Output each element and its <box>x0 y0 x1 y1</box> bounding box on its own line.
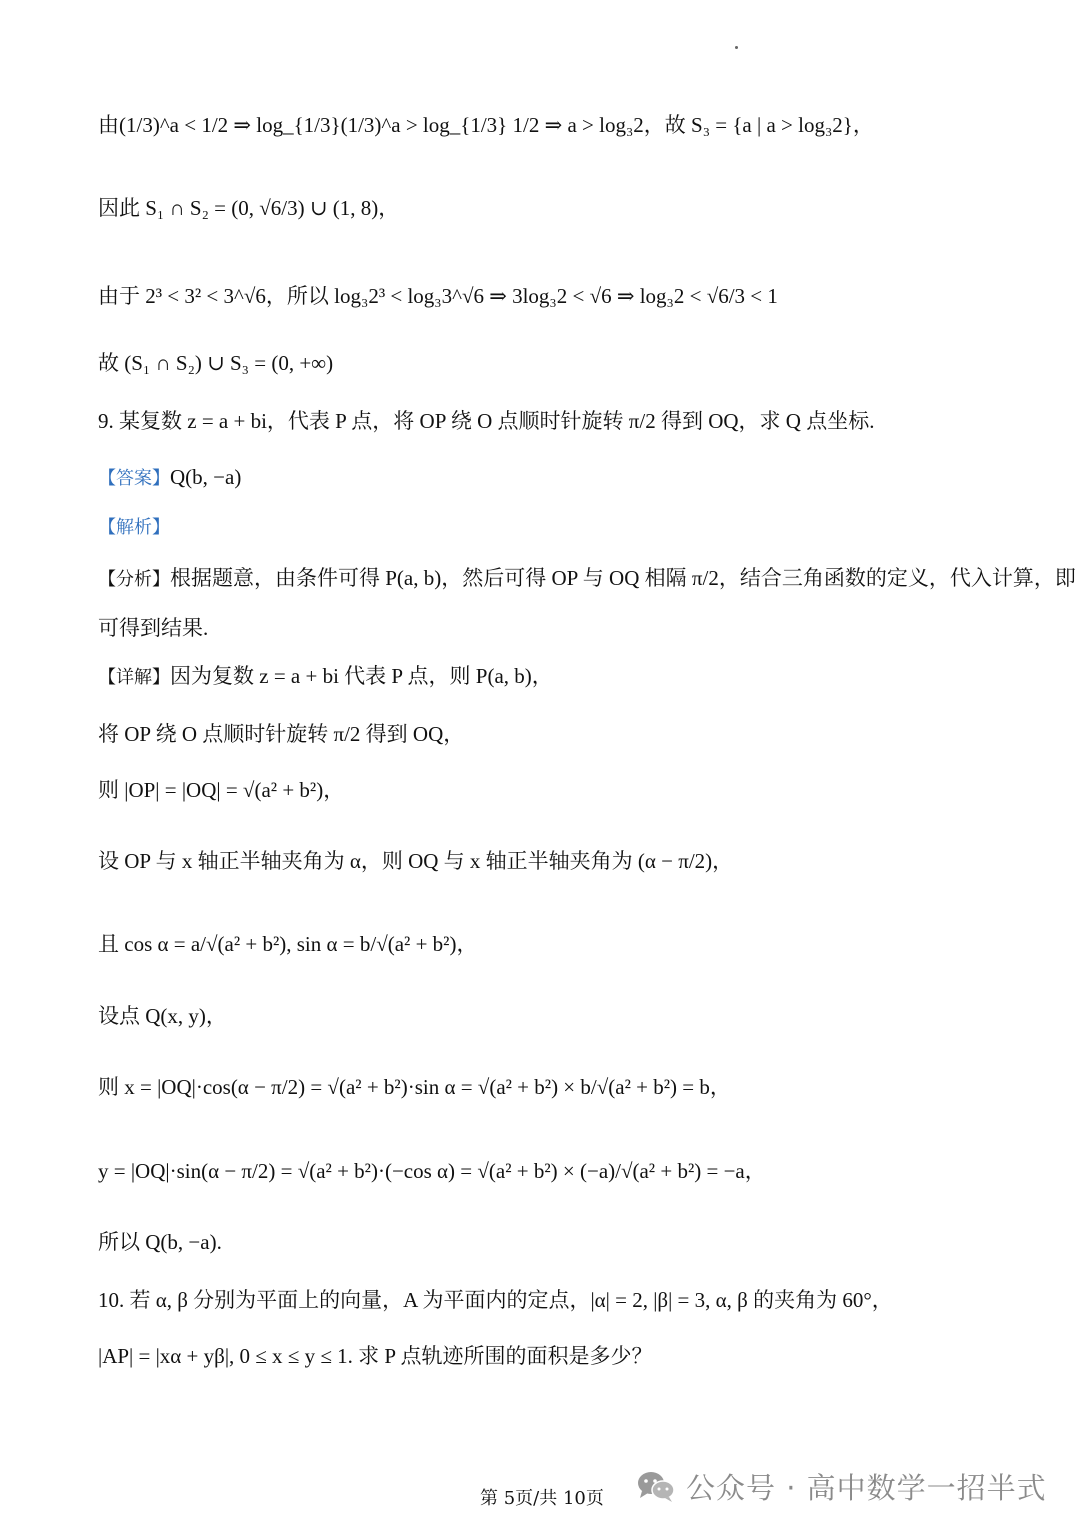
answer-value: Q(b, −a) <box>170 465 242 489</box>
fenxi-label: 【分析】 <box>98 569 170 590</box>
text-line-4: 故 (S₁ ∩ S₂) ∪ S₃ = (0, +∞) <box>98 351 334 375</box>
answer-label: 【答案】 <box>98 468 170 489</box>
wechat-icon <box>636 1469 676 1505</box>
xiangjie-label: 【详解】 <box>98 667 170 688</box>
question-10-continuation: |AP| = |xα + yβ|, 0 ≤ x ≤ y ≤ 1. 求 P 点轨迹所围的面积是多少？ <box>98 1344 653 1368</box>
analysis-heading <box>98 518 170 537</box>
page-speck <box>735 46 738 49</box>
text-line-17: y = |OQ|·sin(α − π/2) = √(a² + b²)·(−cos α) = √(a² + b²) × (−a)/√(a² + b²) = −a， <box>98 1159 766 1183</box>
question-9: 9. 某复数 z = a + bi，代表 P 点，将 OP 绕 O 点顺时针旋转 π/2 得到 OQ，求 Q 点坐标. <box>98 409 875 433</box>
xiangjie-line <box>98 666 553 687</box>
fenxi-continuation: 可得到结果. <box>98 616 209 640</box>
text-line-1: 由(1/3)^a < 1/2 ⇒ log_{1/3}(1/3)^a > log_{1/3} 1/2 ⇒ a > log₃2，故 S₃ = {a | a > log₃2}， <box>98 113 874 137</box>
answer-line <box>98 467 241 488</box>
text-line-14: 且 cos α = a/√(a² + b²), sin α = b/√(a² + b²)， <box>98 932 478 956</box>
text-line-18: 所以 Q(b, −a). <box>98 1230 222 1254</box>
watermark <box>636 1466 1047 1507</box>
text-line-15: 设点 Q(x, y)， <box>98 1004 227 1028</box>
text-line-16: 则 x = |OQ|·cos(α − π/2) = √(a² + b²)·sin α = √(a² + b²) × b/√(a² + b²) = b， <box>98 1075 731 1099</box>
text-line-2: 因此 S₁ ∩ S₂ = (0, √6/3) ∪ (1, 8)， <box>98 196 400 220</box>
text-line-11: 将 OP 绕 O 点顺时针旋转 π/2 得到 OQ， <box>98 722 465 746</box>
fenxi-text: 根据题意，由条件可得 P(a, b)，然后可得 OP 与 OQ 相隔 π/2，结合三角函数的定义，代入计算，即 <box>170 566 1076 590</box>
text-line-13: 设 OP 与 x 轴正半轴夹角为 α，则 OQ 与 x 轴正半轴夹角为 (α − π/2)， <box>98 849 734 873</box>
text-line-12: 则 |OP| = |OQ| = √(a² + b²)， <box>98 778 345 802</box>
watermark-text: 公众号 · 高中数学一招半式 <box>686 1471 1047 1505</box>
text-line-3: 由于 2³ < 3² < 3^√6，所以 log₃2³ < log₃3^√6 ⇒ 3log₃2 < √6 ⇒ log₃2 < √6/3 < 1 <box>98 284 778 308</box>
question-10: 10. 若 α, β 分别为平面上的向量，A 为平面内的定点，|α| = 2, |β| = 3, α, β 的夹角为 60°， <box>98 1288 893 1312</box>
fenxi-line <box>98 568 1076 589</box>
page-number: 第 5页/共 10页 <box>480 1488 604 1509</box>
analysis-label: 【解析】 <box>98 517 170 538</box>
xiangjie-text: 因为复数 z = a + bi 代表 P 点，则 P(a, b)， <box>170 664 553 688</box>
